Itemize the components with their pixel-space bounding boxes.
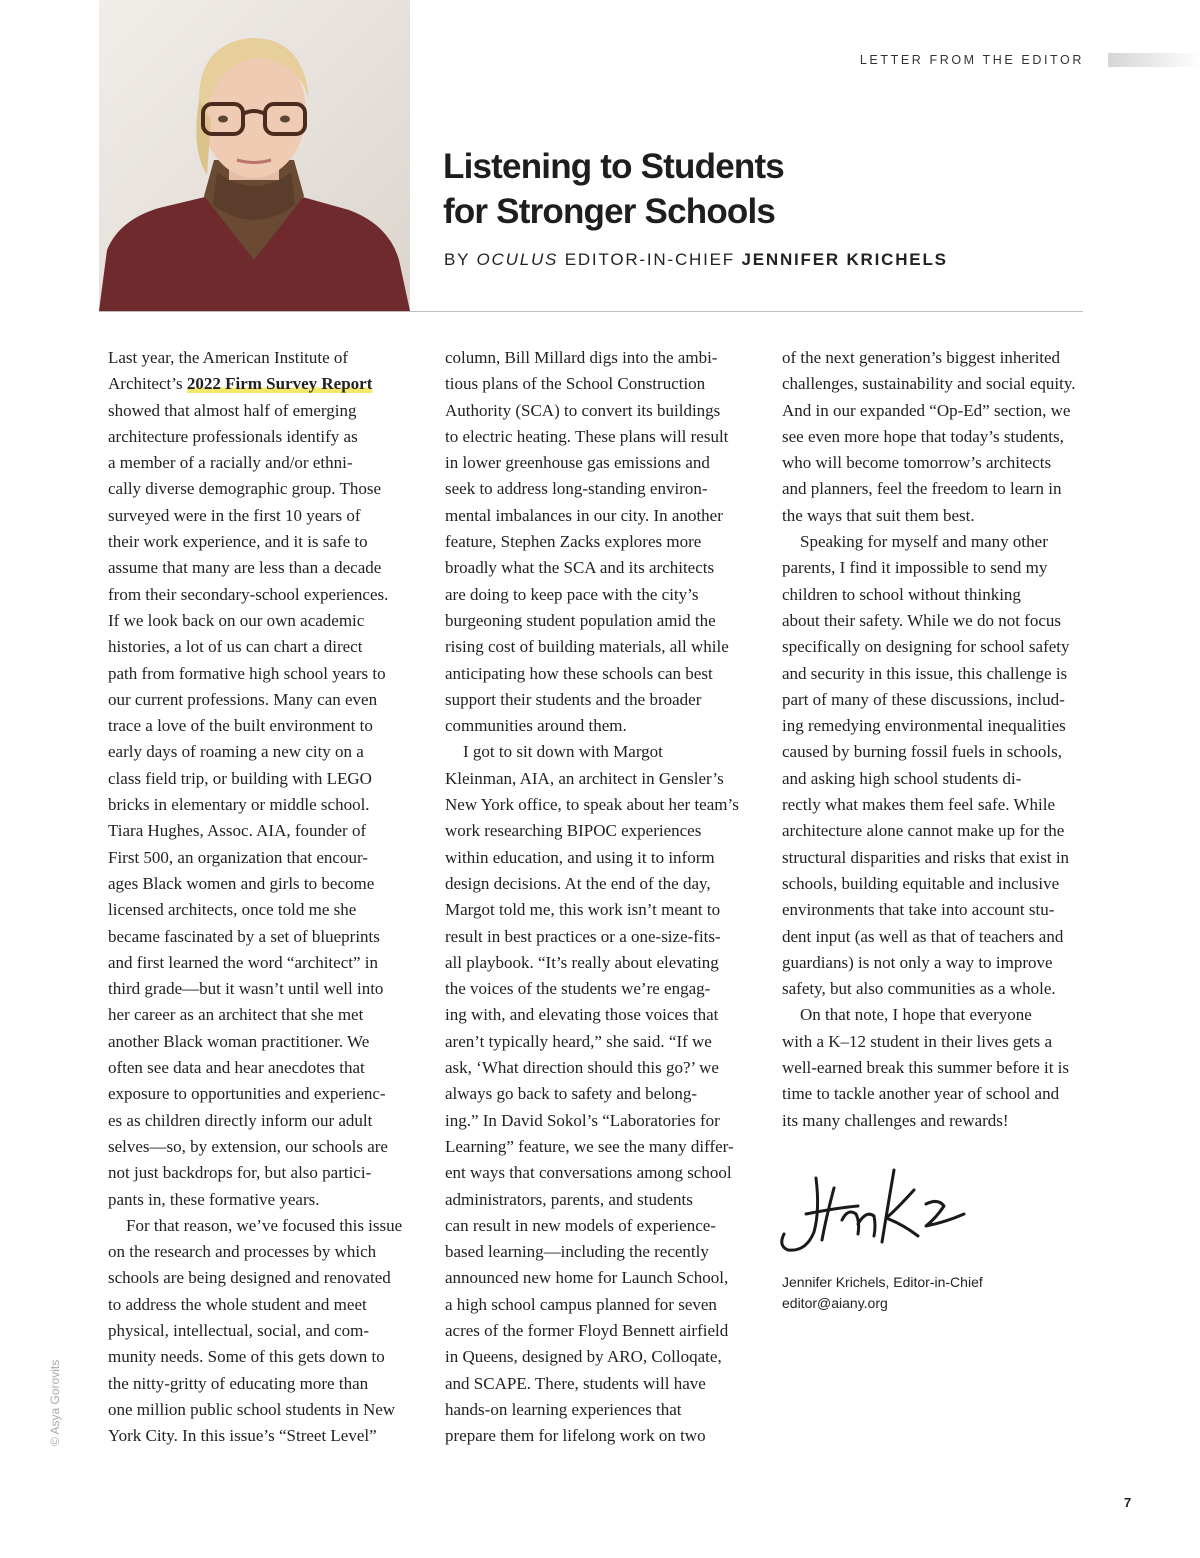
text-line: children to school without thinking <box>782 584 1021 604</box>
text-line: First 500, an organization that encour- <box>108 847 368 867</box>
text-line: Tiara Hughes, Assoc. AIA, founder of <box>108 821 367 841</box>
handwritten-signature-icon <box>776 1160 972 1260</box>
text-line: broadly what the SCA and its architects <box>445 558 715 578</box>
text-line: ing with, and elevating those voices that <box>445 1005 719 1025</box>
text-line: aren’t typically heard,” she said. “If we <box>445 1031 712 1051</box>
text-line: early days of roaming a new city on a <box>108 742 364 762</box>
text-line: prepare them for lifelong work on two <box>445 1426 706 1446</box>
text-line: within education, and using it to inform <box>445 847 715 867</box>
text-line: to address the whole student and meet <box>108 1294 367 1314</box>
text-line: trace a love of the built environment to <box>108 716 373 736</box>
text-line: another Black woman practitioner. We <box>108 1031 370 1051</box>
title-line: for Stronger Schools <box>443 192 776 231</box>
text-line: feature, Stephen Zacks explores more <box>445 532 702 552</box>
text-line: administrators, parents, and students <box>445 1189 693 1209</box>
signature-email: editor@aiany.org <box>782 1295 888 1311</box>
text-line: often see data and hear anecdotes that <box>108 1058 365 1078</box>
text-line: challenges, sustainability and social equity. <box>782 374 1076 394</box>
text-line: its many challenges and rewards! <box>782 1110 1009 1130</box>
text-line: I got to sit down with Margot <box>463 742 663 762</box>
text-line: structural disparities and risks that exist in <box>782 847 1070 867</box>
byline-role: EDITOR-IN-CHIEF <box>564 250 735 269</box>
byline-publication: OCULUS <box>476 250 559 269</box>
text-line: safety, but also communities as a whole. <box>782 979 1056 999</box>
text-line: Last year, the American Institute of <box>108 348 349 367</box>
byline-prefix: BY <box>444 250 470 269</box>
text-line: hands-on learning experiences that <box>445 1399 682 1419</box>
text-line: burgeoning student population amid the <box>445 610 716 630</box>
text-line: Kleinman, AIA, an architect in Gensler’s <box>445 768 724 788</box>
text-line: histories, a lot of us can chart a direct <box>108 637 363 657</box>
text-line: dent input (as well as that of teachers and <box>782 926 1064 946</box>
text-line: from their secondary-school experiences. <box>108 584 389 604</box>
text-line: mental imbalances in our city. In another <box>445 505 723 525</box>
text-line: guardians) is not only a way to improve <box>782 952 1053 972</box>
text-line: specifically on designing for school safety <box>782 637 1070 657</box>
text-line: in lower greenhouse gas emissions and <box>445 453 710 473</box>
text-line: Learning” feature, we see the many differ- <box>445 1136 734 1156</box>
text-line: acres of the former Floyd Bennett airfield <box>445 1320 729 1340</box>
text-line: environments that take into account stu- <box>782 900 1055 920</box>
text-line: column, Bill Millard digs into the ambi- <box>445 348 718 367</box>
text-line: tious plans of the School Construction <box>445 374 706 394</box>
text-line: assume that many are less than a decade <box>108 558 382 578</box>
survey-report-link[interactable]: 2022 Firm Survey Report <box>186 374 373 394</box>
text-line: class field trip, or building with LEGO <box>108 768 372 788</box>
text-line: cally diverse demographic group. Those <box>108 479 382 499</box>
text-line: part of many of these discussions, includ- <box>782 689 1065 709</box>
text-line: on the research and processes by which <box>108 1242 377 1262</box>
text-line: and SCAPE. There, students will have <box>445 1373 706 1393</box>
text-line: are doing to keep pace with the city’s <box>445 584 699 604</box>
text-line: physical, intellectual, social, and com- <box>108 1320 370 1340</box>
text-line: of the next generation’s biggest inherited <box>782 348 1061 367</box>
header-divider <box>99 311 1083 312</box>
text-line: ages Black women and girls to become <box>108 873 375 893</box>
text-line: all playbook. “It’s really about elevating <box>445 952 719 972</box>
article-column-1 <box>108 345 418 1449</box>
text-line: parents, I find it impossible to send my <box>782 558 1048 578</box>
text-line: anticipating how these schools can best <box>445 663 713 683</box>
text-line: bricks in elementary or middle school. <box>108 795 370 815</box>
text-line: caused by burning fossil fuels in schools, <box>782 742 1062 762</box>
text-line: schools are being designed and renovated <box>108 1268 391 1288</box>
text-line: result in best practices or a one-size-fits- <box>445 926 721 946</box>
text-line: our current professions. Many can even <box>108 689 378 709</box>
text-line: can result in new models of experience- <box>445 1215 716 1235</box>
text-line: architecture alone cannot make up for the <box>782 821 1065 841</box>
text-line: with a K–12 student in their lives gets a <box>782 1031 1053 1051</box>
text-line: exposure to opportunities and experienc- <box>108 1084 386 1104</box>
text-line: her career as an architect that she met <box>108 1005 364 1025</box>
text-line: pants in, these formative years. <box>108 1189 320 1209</box>
text-line: schools, building equitable and inclusive <box>782 873 1060 893</box>
text-line: If we look back on our own academic <box>108 610 365 630</box>
text-line: On that note, I hope that everyone <box>800 1005 1032 1025</box>
text-line: the voices of the students we’re engag- <box>445 979 711 999</box>
text-line: in Queens, designed by ARO, Colloqate, <box>445 1347 722 1367</box>
text-line: one million public school students in New <box>108 1399 396 1419</box>
text-line: a high school campus planned for seven <box>445 1294 717 1314</box>
text-line: well-earned break this summer before it is <box>782 1058 1070 1078</box>
text-line: support their students and the broader <box>445 689 702 709</box>
text-line: time to tackle another year of school and <box>782 1084 1060 1104</box>
text-line: communities around them. <box>445 716 627 736</box>
text-line: became fascinated by a set of blueprints <box>108 926 380 946</box>
text-line: to electric heating. These plans will result <box>445 426 729 446</box>
text-line: architecture professionals identify as <box>108 426 358 446</box>
section-bar-decoration <box>1108 53 1200 67</box>
text-line: path from formative high school years to <box>108 663 386 683</box>
text-line: Authority (SCA) to convert its buildings <box>445 400 721 420</box>
text-line: work researching BIPOC experiences <box>445 821 702 841</box>
section-label: LETTER FROM THE EDITOR <box>859 53 1084 67</box>
byline-author: JENNIFER KRICHELS <box>741 250 948 269</box>
text-line: always go back to safety and belong- <box>445 1084 698 1104</box>
text-line: a member of a racially and/or ethni- <box>108 453 353 473</box>
text-line: licensed architects, once told me she <box>108 900 357 920</box>
text-line: selves—so, by extension, our schools are <box>108 1136 388 1156</box>
text-fragment: Architect’s <box>108 374 187 394</box>
text-line: New York office, to speak about her team’s <box>445 795 739 815</box>
text-line: ask, ‘What direction should this go?’ we <box>445 1058 719 1078</box>
text-line: For that reason, we’ve focused this issue <box>126 1215 403 1235</box>
text-line: see even more hope that today’s students, <box>782 426 1064 446</box>
text-line: showed that almost half of emerging <box>108 400 357 420</box>
text-line: es as children directly inform our adult <box>108 1110 373 1130</box>
text-line: ing.” In David Sokol’s “Laboratories for <box>445 1110 720 1130</box>
article-column-3 <box>782 345 1092 1134</box>
text-line: their work experience, and it is safe to <box>108 532 368 552</box>
text-line: rectly what makes them feel safe. While <box>782 795 1055 815</box>
text-line: and asking high school students di- <box>782 768 1022 788</box>
editor-portrait-photo <box>99 0 410 311</box>
page-number: 7 <box>1124 1495 1132 1510</box>
text-line: rising cost of building materials, all while <box>445 637 729 657</box>
text-line: who will become tomorrow’s architects <box>782 453 1052 473</box>
text-line: the ways that suit them best. <box>782 505 975 525</box>
text-line: Margot told me, this work isn’t meant to <box>445 900 721 920</box>
text-line: not just backdrops for, but also partici- <box>108 1163 372 1183</box>
text-line: based learning—including the recently <box>445 1242 709 1262</box>
article-column-2 <box>445 345 755 1449</box>
text-line: And in our expanded “Op-Ed” section, we <box>782 400 1071 420</box>
text-line: and first learned the word “architect” in <box>108 952 378 972</box>
photo-credit: © Asya Gorovits <box>48 1359 62 1446</box>
portrait-icon <box>99 0 410 311</box>
article-title <box>443 144 784 234</box>
text-line: Speaking for myself and many other <box>800 532 1048 552</box>
text-line: seek to address long-standing environ- <box>445 479 708 499</box>
text-line: and security in this issue, this challenge is <box>782 663 1068 683</box>
text-line: and planners, feel the freedom to learn in <box>782 479 1062 499</box>
text-line <box>108 371 418 397</box>
text-line: ing remedying environmental inequalities <box>782 716 1066 736</box>
text-line: surveyed were in the first 10 years of <box>108 505 361 525</box>
text-line: announced new home for Launch School, <box>445 1268 729 1288</box>
byline <box>444 250 948 270</box>
text-line: the nitty-gritty of educating more than <box>108 1373 369 1393</box>
signature-name: Jennifer Krichels, Editor-in-Chief <box>782 1274 983 1290</box>
text-line: munity needs. Some of this gets down to <box>108 1347 385 1367</box>
text-line: third grade—but it wasn’t until well into <box>108 979 384 999</box>
text-line: York City. In this issue’s “Street Level” <box>108 1426 377 1446</box>
text-line: design decisions. At the end of the day, <box>445 873 711 893</box>
title-line: Listening to Students <box>443 147 784 186</box>
text-line: ent ways that conversations among school <box>445 1163 732 1183</box>
text-line: about their safety. While we do not focus <box>782 610 1062 630</box>
